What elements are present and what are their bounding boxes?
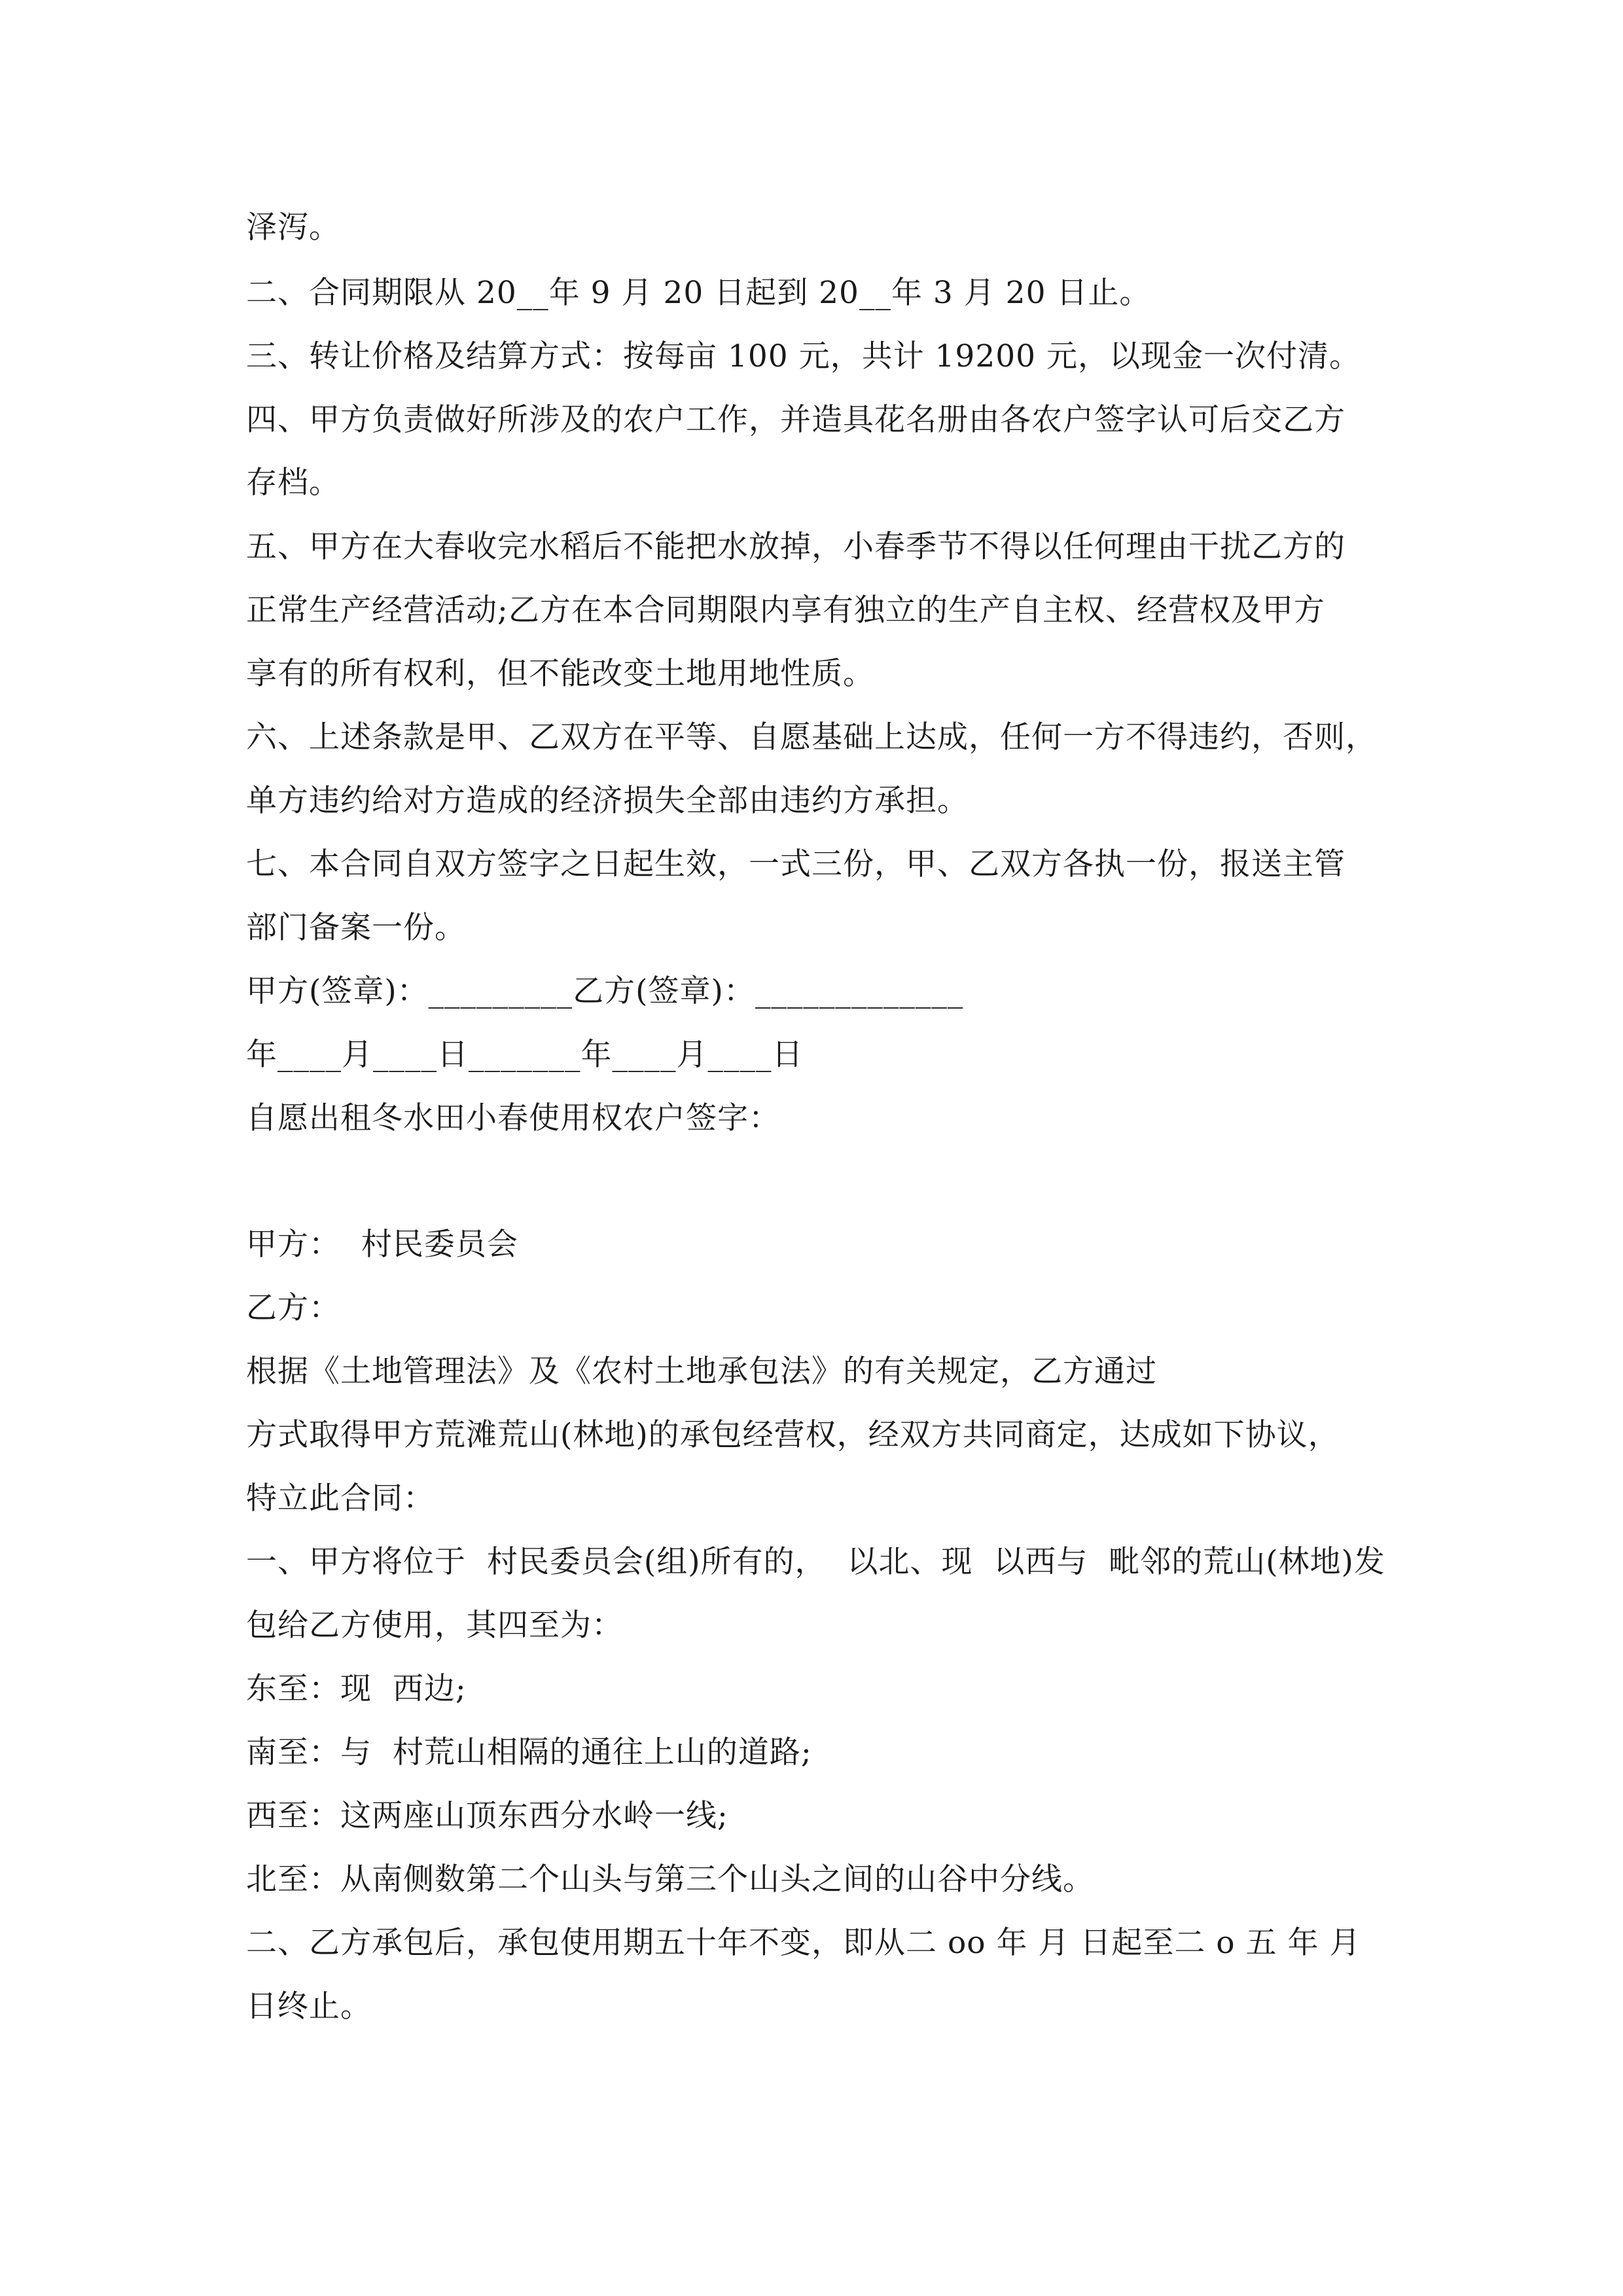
text-line-9: 六、上述条款是甲、乙双方在平等、自愿基础上达成，任何一方不得违约，否则， bbox=[246, 719, 1377, 755]
text-line-18: 根据《土地管理法》及《农村土地承包法》的有关规定，乙方通过 bbox=[246, 1354, 1157, 1390]
text-line-22: 包给乙方使用，其四至为： bbox=[246, 1607, 623, 1643]
text-line-8: 享有的所有权利，但不能改变土地用地性质。 bbox=[246, 656, 874, 692]
text-line-7: 正常生产经营活动;乙方在本合同期限内享有独立的生产自主权、经营权及甲方 bbox=[246, 592, 1325, 628]
party-a-line: 甲方： 村民委员会 bbox=[246, 1227, 518, 1263]
signature-line-dates: 年____月____日_______年____月____日 bbox=[246, 1037, 804, 1073]
text-line-2: 二、合同期限从 20__年 9 月 20 日起到 20__年 3 月 20 日止。 bbox=[246, 275, 1151, 311]
text-line-5: 存档。 bbox=[246, 465, 340, 501]
text-line-27: 二、乙方承包后，承包使用期五十年不变，即从二 oo 年 月 日起至二 o 五 年 月 bbox=[246, 1925, 1361, 1961]
signature-line-parties: 甲方(签章)：_________乙方(签章)：_____________ bbox=[246, 973, 964, 1009]
text-line-1: 泽泻。 bbox=[246, 209, 340, 245]
text-line-20: 特立此合同： bbox=[246, 1480, 435, 1516]
text-line-10: 单方违约给对方造成的经济损失全部由违约方承担。 bbox=[246, 783, 969, 819]
boundary-north: 北至：从南侧数第二个山头与第三个山头之间的山谷中分线。 bbox=[246, 1861, 1094, 1897]
boundary-south: 南至：与 村荒山相隔的通往上山的道路; bbox=[246, 1734, 812, 1770]
text-line-12: 部门备案一份。 bbox=[246, 910, 466, 946]
text-line-15: 自愿出租冬水田小春使用权农户签字： bbox=[246, 1100, 780, 1136]
text-line-21: 一、甲方将位于 村民委员会(组)所有的， 以北、现 以西与 毗邻的荒山(林地)发 bbox=[246, 1544, 1385, 1580]
text-line-4: 四、甲方负责做好所涉及的农户工作，并造具花名册由各农户签字认可后交乙方 bbox=[246, 402, 1346, 438]
boundary-west: 西至：这两座山顶东西分水岭一线; bbox=[246, 1798, 728, 1834]
text-line-11: 七、本合同自双方签字之日起生效，一式三份，甲、乙双方各执一份，报送主管 bbox=[246, 846, 1346, 882]
text-line-6: 五、甲方在大春收完水稻后不能把水放掉，小春季节不得以任何理由干扰乙方的 bbox=[246, 529, 1346, 565]
text-line-28: 日终止。 bbox=[246, 1988, 372, 2024]
boundary-east: 东至：现 西边; bbox=[246, 1671, 467, 1707]
text-line-3: 三、转让价格及结算方式：按每亩 100 元，共计 19200 元，以现金一次付清。 bbox=[246, 338, 1361, 374]
text-line-19: 方式取得甲方荒滩荒山(林地)的承包经营权，经双方共同商定，达成如下协议， bbox=[246, 1417, 1340, 1453]
party-b-line: 乙方： bbox=[246, 1290, 340, 1326]
